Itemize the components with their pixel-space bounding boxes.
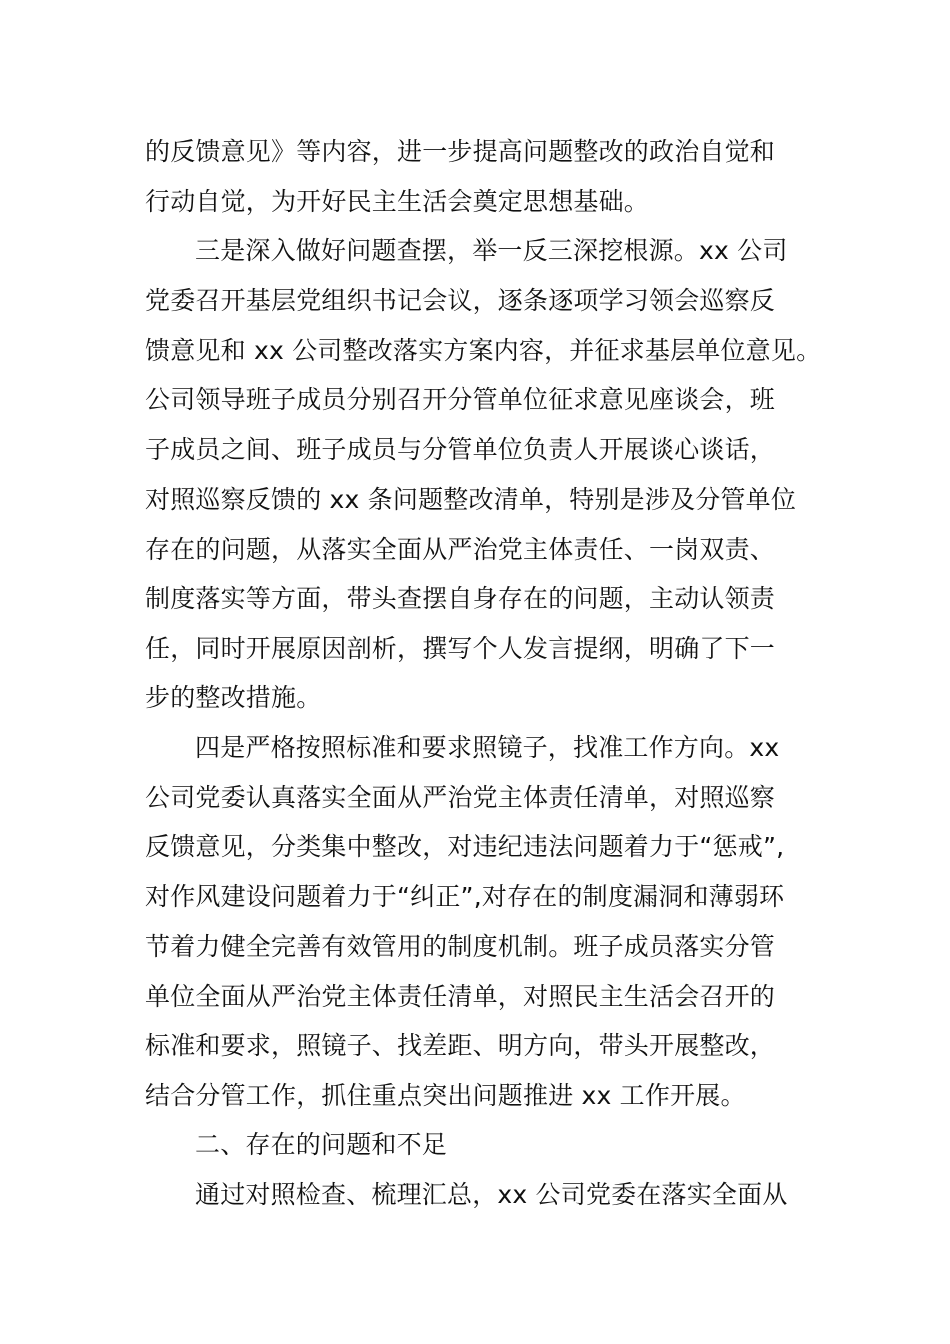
text-line-6: 公司领导班子成员分别召开分管单位征求意见座谈会，班	[145, 385, 776, 414]
text-line-2: 行动自觉，为开好民主生活会奠定思想基础。	[145, 187, 650, 216]
text-line-5: 馈意见和 xx 公司整改落实方案内容，并征求基层单位意见。	[145, 336, 822, 365]
text-line-7: 子成员之间、班子成员与分管单位负责人开展谈心谈话，	[145, 435, 776, 464]
text-line-12: 步的整改措施。	[145, 683, 322, 712]
text-line-18: 单位全面从严治党主体责任清单，对照民主生活会召开的	[145, 982, 776, 1011]
text-line-8: 对照巡察反馈的 xx 条问题整改清单，特别是涉及分管单位	[145, 485, 797, 514]
paragraph-5-start: 通过对照检查、梳理汇总，xx 公司党委在落实全面从	[195, 1180, 788, 1209]
text-line-16: 对作风建设问题着力于“纠正”,对存在的制度漏洞和薄弱环	[145, 882, 785, 911]
text-line-15: 反馈意见，分类集中整改，对违纪违法问题着力于“惩戒”,	[145, 832, 785, 861]
text-line-14: 公司党委认真落实全面从严治党主体责任清单，对照巡察	[145, 783, 776, 812]
text-line-20: 结合分管工作，抓住重点突出问题推进 xx 工作开展。	[145, 1081, 746, 1110]
section-heading: 二、存在的问题和不足	[195, 1130, 448, 1159]
text-line-4: 党委召开基层党组织书记会议，逐条逐项学习领会巡察反	[145, 286, 776, 315]
text-line-17: 节着力健全完善有效管用的制度机制。班子成员落实分管	[145, 932, 776, 961]
text-line-1: 的反馈意见》等内容，进一步提高问题整改的政治自觉和	[145, 137, 776, 166]
paragraph-3-start: 三是深入做好问题查摆，举一反三深挖根源。xx 公司	[195, 236, 788, 265]
text-line-10: 制度落实等方面，带头查摆自身存在的问题，主动认领责	[145, 584, 776, 613]
text-line-9: 存在的问题，从落实全面从严治党主体责任、一岗双责、	[145, 535, 776, 564]
text-line-11: 任，同时开展原因剖析，撰写个人发言提纲，明确了下一	[145, 634, 776, 663]
paragraph-4-start: 四是严格按照标准和要求照镜子，找准工作方向。xx	[195, 733, 780, 762]
text-line-19: 标准和要求，照镜子、找差距、明方向，带头开展整改，	[145, 1031, 776, 1060]
